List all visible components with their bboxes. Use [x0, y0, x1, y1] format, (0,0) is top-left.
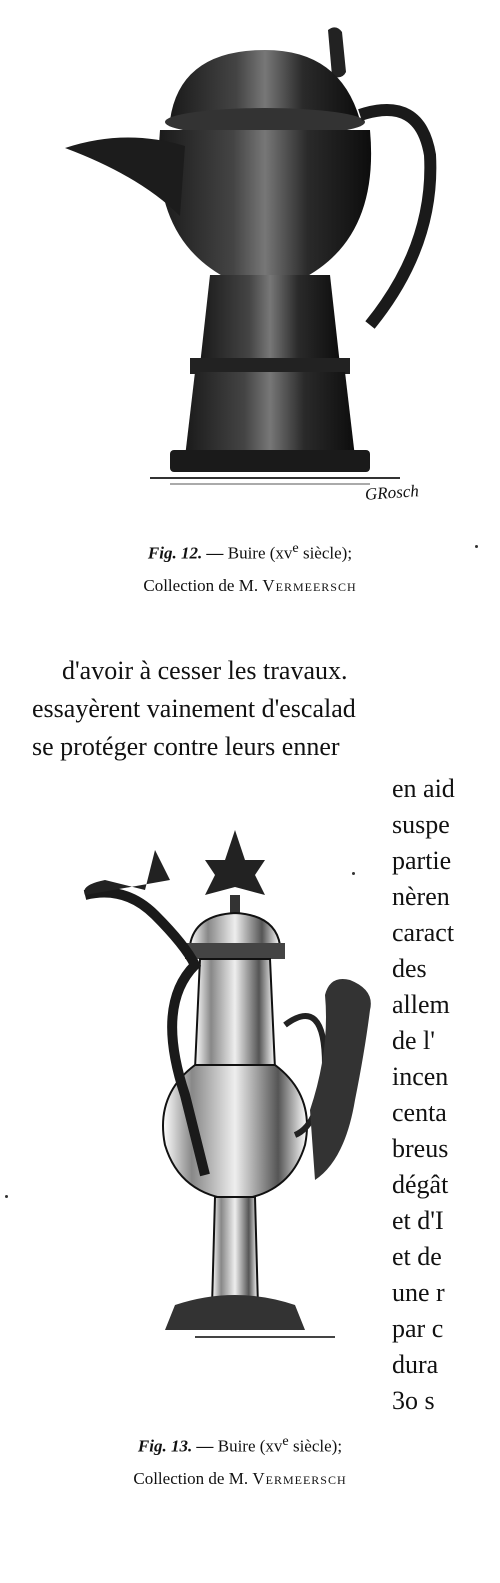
body-line-3: se protéger contre leurs enner — [32, 732, 340, 761]
side-line-14: et de — [392, 1242, 442, 1271]
body-line-2: essayèrent vainement d'escalad — [32, 694, 356, 723]
figure-12-title: Buire (xv — [223, 543, 293, 563]
figure-13-title-sup: e — [282, 1433, 289, 1449]
figure-12-title-sup: e — [292, 540, 299, 556]
side-line-11: breus — [392, 1134, 449, 1163]
figure-12-caption — [95, 532, 405, 602]
side-line-13: et d'I — [392, 1206, 444, 1235]
figure-13-caption — [70, 1425, 410, 1495]
figure-13-caption-line-1 — [70, 1425, 410, 1463]
print-speck — [475, 545, 478, 548]
body-line-1: d'avoir à cesser les travaux. — [62, 656, 348, 685]
side-line-18: 3o s — [392, 1386, 435, 1415]
figure-13-ewer-illustration — [75, 825, 395, 1345]
figure-13-collection-prefix: Collection de M. — [133, 1468, 253, 1488]
side-line-16: par c — [392, 1314, 444, 1343]
figure-13-number: Fig. 13. — — [137, 1436, 214, 1456]
side-line-17: dura — [392, 1350, 439, 1379]
figure-13-title-end: siècle); — [288, 1436, 343, 1456]
figure-13-caption-line-2 — [70, 1463, 410, 1495]
side-line-1: en aid — [392, 774, 455, 803]
side-line-5: caract — [392, 918, 455, 947]
print-speck — [5, 1195, 8, 1198]
side-line-4: nèren — [392, 882, 450, 911]
figure-12-ewer-illustration — [60, 20, 450, 520]
side-line-3: partie — [392, 846, 452, 875]
side-line-10: centa — [392, 1098, 447, 1127]
side-line-15: une r — [392, 1278, 445, 1307]
print-speck — [352, 872, 355, 875]
side-line-9: incen — [392, 1062, 449, 1091]
figure-12-collection-name: Vermeersch — [262, 575, 357, 595]
side-line-6: des — [392, 954, 427, 983]
figure-13-collection-name: Vermeersch — [252, 1468, 347, 1488]
figure-12-caption-line-1 — [95, 532, 405, 570]
figure-12-title-end: siècle); — [298, 543, 353, 563]
figure-13-title: Buire (xv — [213, 1436, 283, 1456]
side-line-7: allem — [392, 990, 450, 1019]
side-line-12: dégât — [392, 1170, 449, 1199]
side-line-2: suspe — [392, 810, 450, 839]
figure-12-caption-line-2 — [95, 570, 405, 602]
engraver-signature: GRosch — [364, 481, 420, 504]
figure-12-collection-prefix: Collection de M. — [143, 575, 263, 595]
side-line-8: de l' — [392, 1026, 435, 1055]
figure-12-number: Fig. 12. — — [147, 543, 224, 563]
